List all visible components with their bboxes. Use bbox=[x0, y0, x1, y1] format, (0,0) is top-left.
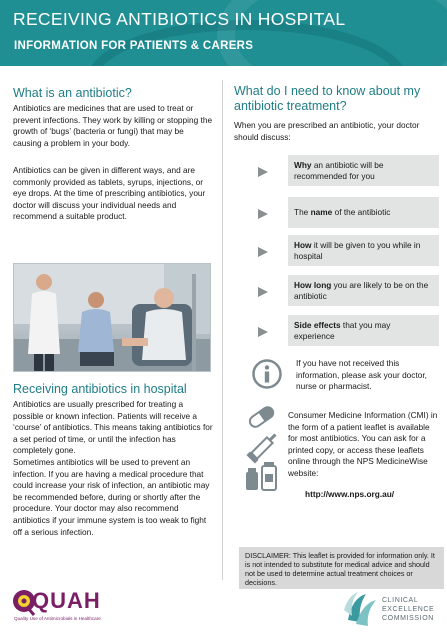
page-subtitle: INFORMATION FOR PATIENTS & CARERS bbox=[14, 40, 254, 52]
arrow-right-icon bbox=[258, 247, 268, 257]
disclaimer-box bbox=[239, 547, 444, 589]
list-item-box: How long you are likely to be on the antibiotic bbox=[288, 275, 439, 306]
section-heading-what-to-know: What do I need to know about my antibiotic treatment? bbox=[234, 84, 421, 113]
section-heading-what-is-antibiotic: What is an antibiotic? bbox=[13, 86, 132, 100]
cec-logo bbox=[342, 590, 442, 628]
list-item bbox=[234, 235, 439, 266]
list-item bbox=[234, 197, 439, 228]
list-item-box: The name of the antibiotic bbox=[288, 197, 439, 228]
arrow-right-icon bbox=[258, 327, 268, 337]
page-header bbox=[0, 0, 447, 66]
list-item-box: How it will be given to you while in hospital bbox=[288, 235, 439, 266]
paragraph: Antibiotics can be given in different ways, and are commonly provided as tablets, syrups, injections, or eye drops. At the time of prescribing antibiotics, your doctor will discuss your individual needs and recommend a suitable product. bbox=[13, 165, 206, 222]
paragraph: Sometimes antibiotics will be used to prevent an infection. If you are having a medical procedure that could increase your risk of infection, an antibiotic may be recommended before, during or shortly after the procedure. Your doctor may also recommend antibiotics if your immune system is too weak to fight off a serious infection. bbox=[13, 457, 210, 537]
quah-logo bbox=[12, 588, 107, 624]
cmi-text: Consumer Medicine Information (CMI) in the form of a patient leaflet is available for most antibiotics. You can ask for a printed copy, or access these leaflets online through the NPS MedicineWise website: bbox=[288, 410, 438, 478]
paragraph: When you are prescribed an antibiotic, your doctor should discuss: bbox=[234, 120, 420, 142]
hospital-photo bbox=[13, 263, 211, 372]
list-item bbox=[234, 275, 439, 306]
quah-tagline: Quality Use of Antimicrobials in Healthcare bbox=[14, 616, 101, 621]
section-heading-receiving-antibiotics: Receiving antibiotics in hospital bbox=[13, 382, 187, 396]
list-item-box: Side effects that you may experience bbox=[288, 315, 439, 346]
page-title: RECEIVING ANTIBIOTICS IN HOSPITAL bbox=[13, 9, 346, 29]
disclaimer-text: DISCLAIMER: This leaflet is provided for information only. It is not intended to substitute for medical advice and should not be used to determine actual treatment choices or decisions. bbox=[245, 551, 435, 587]
nps-url-link[interactable]: http://www.nps.org.au/ bbox=[305, 489, 395, 499]
list-item-box: Why an antibiotic will be recommended for you bbox=[288, 155, 439, 186]
paragraph: Antibiotics are medicines that are used to treat or prevent infections. They work by killing or stopping the growth of ‘bugs’ (bacteria or fungi) that may be causing a problem in your body. bbox=[13, 103, 213, 148]
list-item bbox=[234, 315, 439, 346]
list-item bbox=[234, 155, 439, 186]
paragraph: Antibiotics are usually prescribed for treating a possible or known infection. Patients will receive a ‘course’ of antibiotics. This means taking antibiotics for a set period of time, or until the infection has completely gone. bbox=[13, 399, 213, 456]
column-divider bbox=[222, 80, 223, 580]
cec-name: CLINICAL EXCELLENCE COMMISSION bbox=[382, 597, 435, 622]
medicine-icons bbox=[243, 406, 281, 494]
arrow-right-icon bbox=[258, 167, 268, 177]
info-icon bbox=[252, 359, 282, 389]
arrow-right-icon bbox=[258, 287, 268, 297]
quah-name: QUAH bbox=[32, 588, 101, 613]
arrow-right-icon bbox=[258, 209, 268, 219]
info-text: If you have not received this information, please ask your doctor, nurse or pharmacist. bbox=[296, 358, 427, 392]
